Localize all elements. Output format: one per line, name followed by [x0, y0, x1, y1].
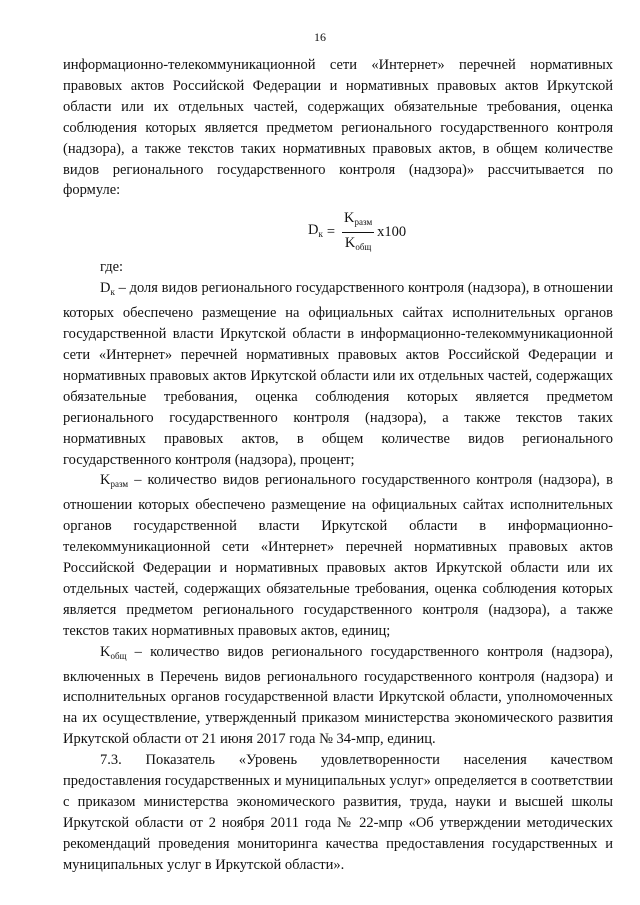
formula-multiplier: x100 [377, 224, 407, 241]
page-number: 16 [314, 30, 326, 44]
formula-numerator: $K_{разм}$ [342, 209, 374, 233]
intro-paragraph: информационно-телекоммуникационной сети «Интернет» перечней нормативных правовых актов Российской Федерации и нормативных правовых актов Иркутской области или их отдельных частей, содержащих обязательные требования, оценка соблюдения которых является предметом регионального государственного контроля (надзора), а также текстов таких нормативных правовых актов, в общем количестве видов регионального государственного контроля (надзора)» рассчитывается по формуле: [63, 57, 613, 199]
formula-denominator: $K_{общ}$ [344, 235, 372, 253]
formula-equals: = [326, 224, 336, 241]
definition-dk: $D_к$ – доля видов регионального государственного контроля (надзора), в отношении которых обеспечено размещение на официальных сайтах исполнительных органов государственной власти Иркутской области в информационно-телекоммуникационной сети «Интернет» перечней нормативных правовых актов Российской Федерации и нормативных правовых актов Иркутской области или их отдельных частей, содержащих обязательные требования, оценка соблюдения которых является предметом регионального государственного контроля (надзора), а также текстов таких нормативных правовых актов, в общем количестве видов регионального государственного контроля (надзора), процент; [63, 280, 613, 468]
formula-fraction [342, 209, 374, 256]
formula-block [63, 201, 613, 257]
formula-lhs: $D_к$ [308, 222, 323, 240]
definition-kobsh: $K_{общ}$ – количество видов регионального государственного контроля (надзора), включенных в Перечень видов регионального государственного контроля (надзора) и исполнительных органов государственной власти Иркутской области, уполномоченных на их осуществление, утвержденный приказом министерства экономического развития Иркутской области от 21 июня 2017 года № 34-мпр, единиц. [63, 643, 613, 748]
section-7-3-paragraph: 7.3. Показатель «Уровень удовлетворенности населения качеством предоставления государственных и муниципальных услуг» определяется в соответствии с приказом министерства экономического развития, труда, науки и высшей школы Иркутской области от 2 ноября 2011 года № 22-мпр «Об утверждении методических рекомендаций проведения мониторинга качества предоставления государственных и муниципальных услуг в Иркутской области». [63, 752, 613, 873]
document-body [63, 55, 613, 876]
definition-krazm: $K_{разм}$ – количество видов регионального государственного контроля (надзора), в отношении которых обеспечено размещение на официальных сайтах исполнительных органов государственной власти Иркутской области в информационно-телекоммуникационной сети «Интернет» перечней нормативных правовых актов Российской Федерации и нормативных правовых актов Иркутской области или их отдельных частей, содержащих обязательные требования, оценка соблюдения которых является предметом регионального государственного контроля (надзора), а также текстов таких нормативных правовых актов, единиц; [63, 472, 613, 639]
formula [308, 209, 406, 256]
where-label: где: [100, 259, 124, 276]
